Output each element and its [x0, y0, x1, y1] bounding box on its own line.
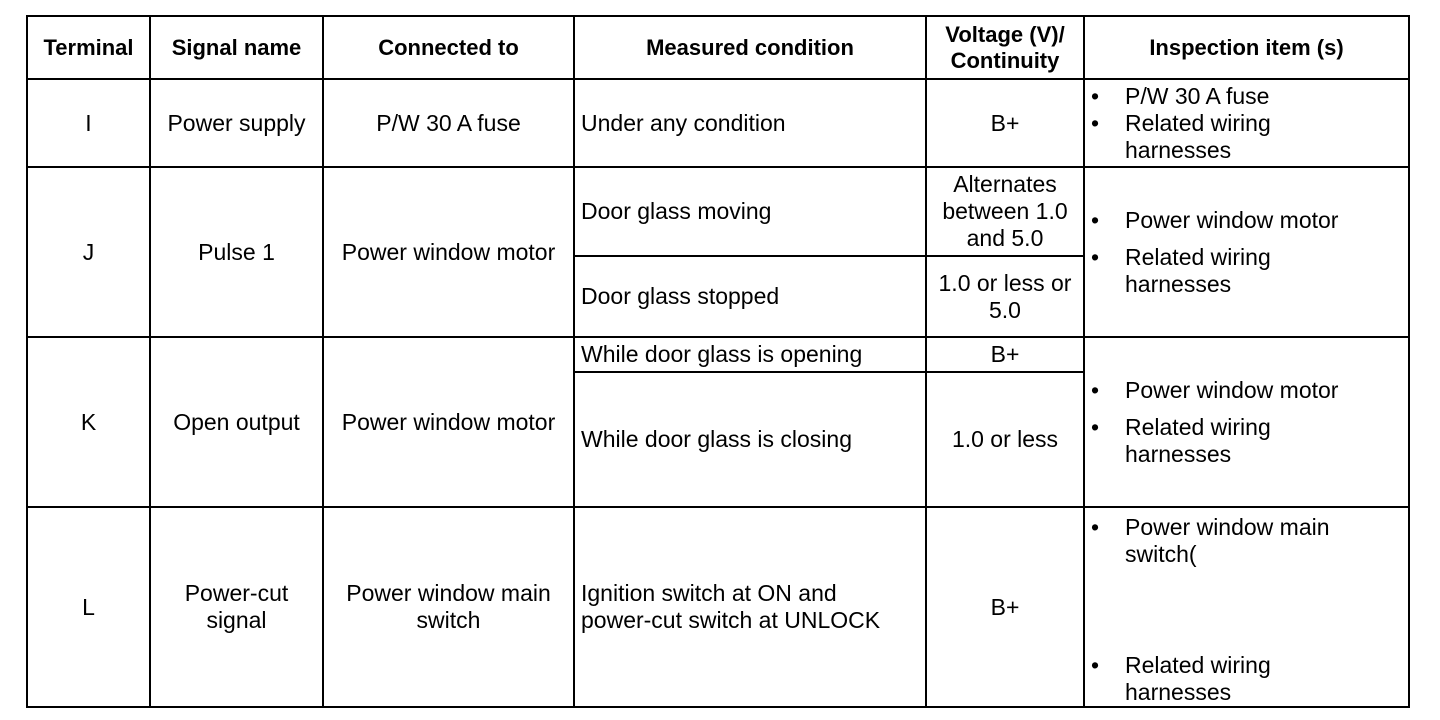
measured-condition-text: power-cut switch at UNLOCK: [581, 607, 881, 633]
measured-condition-cell: Door glass stopped: [574, 256, 926, 337]
connected-to-cell: Power window motor: [323, 167, 574, 337]
inspection-cell: [1084, 507, 1409, 707]
terminal-inspection-table: [26, 15, 1410, 708]
inspection-list: [1091, 207, 1402, 298]
inspection-item-text: • P/W 30 A fuse: [1125, 82, 1270, 109]
header-row: [27, 16, 1409, 79]
inspection-item: [1091, 244, 1402, 298]
voltage-cell: [926, 256, 1084, 337]
inspection-item-text: • Related wiring: [1125, 652, 1271, 678]
inspection-item: [1091, 652, 1402, 706]
terminal-cell: J: [27, 167, 150, 337]
inspection-list: [1091, 83, 1402, 164]
voltage-text: and 5.0: [966, 225, 1044, 251]
inspection-item-text: • Power window motor: [1125, 376, 1339, 403]
inspection-cell: [1084, 337, 1409, 507]
voltage-cell: B+: [926, 507, 1084, 707]
header-measured-condition: Measured condition: [574, 16, 926, 79]
header-voltage-line1: Voltage (V)/: [945, 21, 1065, 47]
inspection-item-text: • Related wiring: [1125, 243, 1271, 270]
terminal-cell: L: [27, 507, 150, 707]
inspection-item: [1091, 207, 1402, 234]
header-signal-name: Signal name: [150, 16, 323, 79]
connected-to-cell: Power window motor: [323, 337, 574, 507]
signal-name-cell: Open output: [150, 337, 323, 507]
inspection-item: [1091, 110, 1402, 164]
inspection-item: [1091, 83, 1402, 110]
voltage-text: between 1.0: [942, 198, 1068, 224]
measured-condition-cell: While door glass is closing: [574, 372, 926, 507]
signal-name-cell: Power supply: [150, 79, 323, 167]
terminal-cell: K: [27, 337, 150, 507]
inspection-item-text: harnesses: [1125, 679, 1232, 705]
inspection-item: [1091, 414, 1402, 468]
inspection-item: [1091, 377, 1402, 404]
voltage-cell: B+: [926, 337, 1084, 372]
voltage-text: 5.0: [989, 296, 1021, 323]
voltage-cell: B+: [926, 79, 1084, 167]
table-row-terminal-j: [27, 167, 1409, 256]
inspection-item-text: • Power window motor: [1125, 206, 1339, 233]
inspection-item-text: • Related wiring: [1125, 109, 1271, 136]
voltage-text: 1.0 or less or: [938, 269, 1072, 296]
inspection-item: [1091, 514, 1402, 568]
voltage-cell: 1.0 or less: [926, 372, 1084, 507]
inspection-cell: [1084, 167, 1409, 337]
inspection-item-text: switch(: [1125, 541, 1197, 567]
inspection-table-sheet: [26, 15, 1408, 707]
signal-name-cell: [150, 507, 323, 707]
header-terminal: Terminal: [27, 16, 150, 79]
voltage-cell: [926, 167, 1084, 256]
signal-name-cell: Pulse 1: [150, 167, 323, 337]
header-inspection: Inspection item (s): [1084, 16, 1409, 79]
voltage-text: Alternates: [953, 171, 1057, 197]
signal-name-text: Power-cut: [184, 580, 289, 606]
connected-to-cell: [323, 507, 574, 707]
measured-condition-cell: Under any condition: [574, 79, 926, 167]
inspection-cell: [1084, 79, 1409, 167]
measured-condition-cell: While door glass is opening: [574, 337, 926, 372]
connected-to-cell: P/W 30 A fuse: [323, 79, 574, 167]
measured-condition-cell: Door glass moving: [574, 167, 926, 256]
terminal-cell: I: [27, 79, 150, 167]
connected-to-text: switch: [416, 607, 481, 633]
inspection-item-text: • Power window main: [1125, 514, 1330, 540]
header-voltage-line2: Continuity: [950, 47, 1060, 73]
table-row-terminal-l: [27, 507, 1409, 707]
header-voltage: [926, 16, 1084, 79]
table-row-terminal-i: [27, 79, 1409, 167]
header-connected-to: Connected to: [323, 16, 574, 79]
inspection-item-text: • Related wiring: [1125, 413, 1271, 440]
signal-name-text: signal: [206, 607, 267, 633]
inspection-item-text: harnesses: [1125, 270, 1232, 297]
measured-condition-cell: [574, 507, 926, 707]
connected-to-text: Power window main: [346, 580, 551, 606]
inspection-item-text: harnesses: [1125, 440, 1232, 467]
measured-condition-text: Ignition switch at ON and: [581, 580, 837, 606]
inspection-list: [1091, 514, 1402, 706]
inspection-item-text: harnesses: [1125, 136, 1232, 163]
inspection-list: [1091, 377, 1402, 468]
table-row-terminal-k: [27, 337, 1409, 372]
